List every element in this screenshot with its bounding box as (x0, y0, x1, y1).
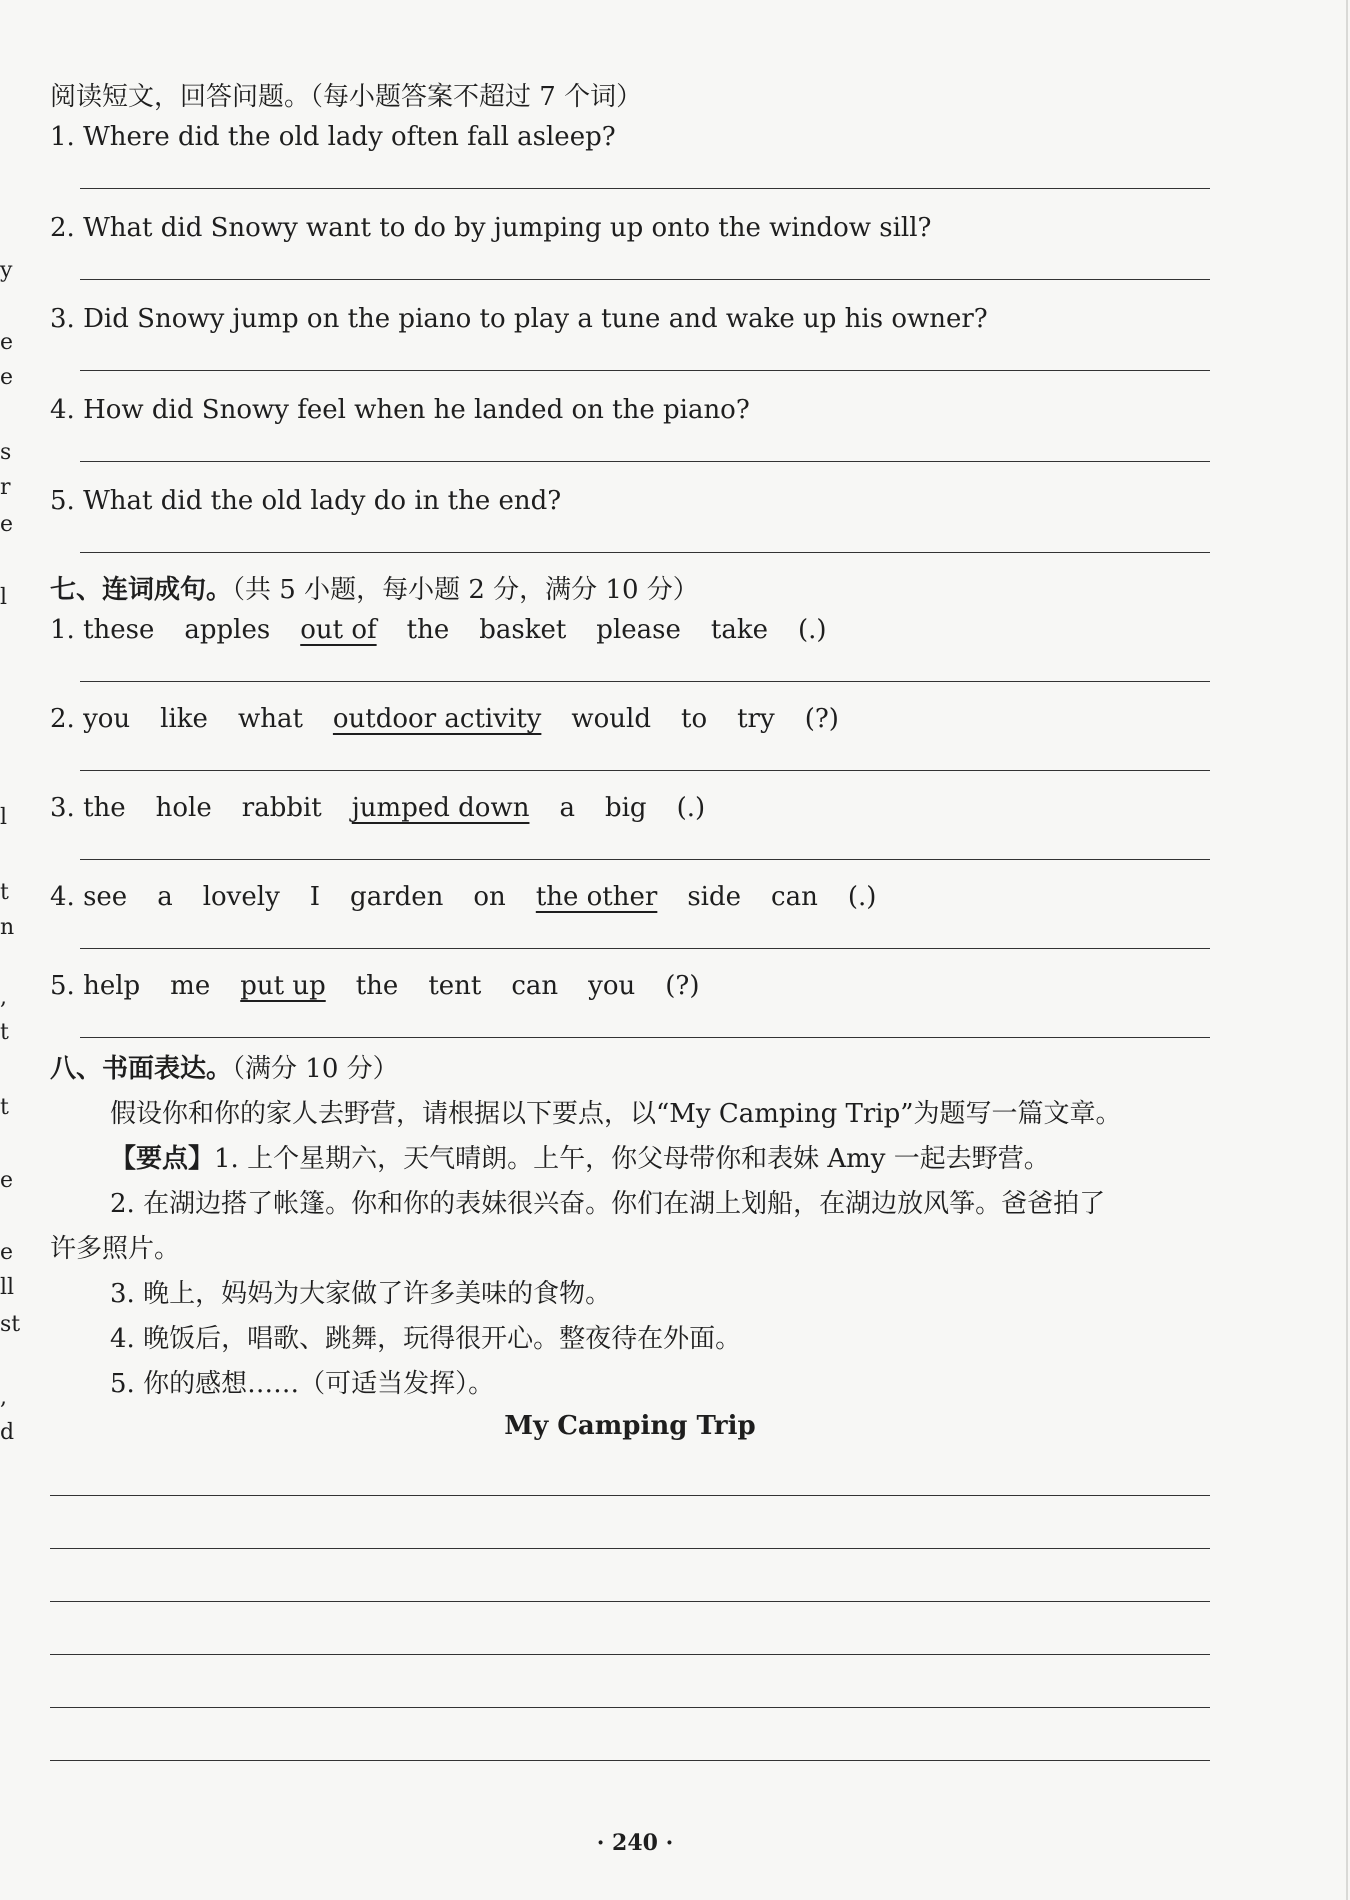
word: a (559, 793, 575, 823)
edge-letter: , (0, 985, 7, 1010)
writing-line[interactable] (50, 1602, 1210, 1655)
writing-point-2-cont: 许多照片。 (50, 1234, 181, 1264)
worksheet-content (50, 80, 1210, 1761)
reading-question: 1. Where did the old lady often fall asleep? (50, 122, 616, 152)
word-phrase: put up (240, 971, 326, 1001)
word: hole (155, 793, 212, 823)
writing-point-4: 4. 晚饭后，唱歌、跳舞，玩得很开心。整夜待在外面。 (110, 1324, 742, 1354)
word: the (355, 971, 399, 1001)
word: tent (428, 971, 482, 1001)
punctuation-hint: (.) (797, 615, 827, 645)
edge-letter: l (0, 585, 8, 610)
reading-question: 2. What did Snowy want to do by jumping up onto the window sill? (50, 213, 932, 243)
edge-letter: st (0, 1312, 21, 1337)
word-phrase: out of (300, 615, 377, 645)
section-8-heading (50, 1052, 1210, 1092)
section-7-heading (50, 573, 1210, 613)
edge-letter: d (0, 1420, 15, 1445)
answer-line[interactable] (80, 154, 1210, 189)
edge-letter: e (0, 330, 14, 355)
edge-letter: e (0, 512, 14, 537)
writing-line[interactable] (50, 1708, 1210, 1761)
word-phrase: the other (535, 882, 658, 912)
essay-title: My Camping Trip (504, 1411, 756, 1441)
reading-question: 4. How did Snowy feel when he landed on the piano? (50, 395, 750, 425)
writing-line[interactable] (50, 1443, 1210, 1496)
answer-line[interactable] (80, 336, 1210, 371)
word: take (710, 615, 768, 645)
page-number: · 240 · (596, 1830, 674, 1856)
edge-letter: e (0, 1240, 14, 1265)
writing-point-3: 3. 晚上，妈妈为大家做了许多美味的食物。 (110, 1279, 612, 1309)
word: garden (350, 882, 444, 912)
edge-letter: e (0, 1168, 14, 1193)
word: apples (184, 615, 271, 645)
word: 4. see (50, 882, 128, 912)
word: 3. the (50, 793, 126, 823)
word: to (681, 704, 708, 734)
section-8-note: （满分 10 分） (232, 1054, 399, 1084)
word: big (604, 793, 647, 823)
word-phrase: outdoor activity (332, 704, 542, 734)
word: 5. help (50, 971, 141, 1001)
word: what (237, 704, 303, 734)
edge-letter: l (0, 805, 8, 830)
edge-letter: y (0, 258, 13, 283)
page-edge-shadow (1346, 0, 1348, 1900)
punctuation-hint: (?) (665, 971, 700, 1001)
word: a (157, 882, 173, 912)
word: try (737, 704, 775, 734)
word-phrase: jumped down (351, 793, 530, 823)
edge-letter: t (0, 1095, 9, 1120)
word: basket (479, 615, 567, 645)
adjacent-page-edge (0, 0, 20, 1900)
word: me (170, 971, 211, 1001)
writing-point-1 (50, 1137, 1210, 1182)
writing-point-5: 5. 你的感想……（可适当发挥）。 (110, 1369, 495, 1399)
edge-letter: e (0, 365, 14, 390)
word: rabbit (241, 793, 322, 823)
points-label: 【要点】 (110, 1144, 215, 1174)
punctuation-hint: (?) (804, 704, 839, 734)
writing-point-2: 2. 在湖边搭了帐篷。你和你的表妹很兴奋。你们在湖上划船，在湖边放风筝。爸爸拍了 (110, 1189, 1106, 1219)
word: 2. you (50, 704, 131, 734)
writing-line[interactable] (50, 1549, 1210, 1602)
word: you (588, 971, 636, 1001)
writing-prompt: 假设你和你的家人去野营，请根据以下要点，以“My Camping Trip”为题写一篇文章。 (110, 1099, 1122, 1129)
reading-question: 3. Did Snowy jump on the piano to play a tune and wake up his owner? (50, 304, 988, 334)
writing-line[interactable] (50, 1496, 1210, 1549)
word: on (473, 882, 506, 912)
word: the (406, 615, 450, 645)
word: can (511, 971, 559, 1001)
edge-letter: r (0, 475, 11, 500)
word: lovely (202, 882, 280, 912)
word: like (160, 704, 208, 734)
punctuation-hint: (.) (847, 882, 877, 912)
word: can (771, 882, 818, 912)
section-7-note: （共 5 小题，每小题 2 分，满分 10 分） (232, 575, 699, 605)
edge-letter: t (0, 1020, 9, 1045)
answer-line[interactable] (80, 245, 1210, 280)
edge-letter: , (0, 1385, 7, 1410)
reading-instruction: 阅读短文，回答问题。（每小题答案不超过 7 个词） (50, 82, 643, 112)
writing-line[interactable] (50, 1655, 1210, 1708)
word: I (309, 882, 321, 912)
edge-letter: n (0, 915, 15, 940)
answer-line[interactable] (80, 518, 1210, 553)
answer-line[interactable] (80, 427, 1210, 462)
edge-letter: t (0, 880, 9, 905)
reading-question: 5. What did the old lady do in the end? (50, 486, 562, 516)
word: would (571, 704, 651, 734)
word: side (687, 882, 742, 912)
punctuation-hint: (.) (676, 793, 706, 823)
section-8-title: 八、书面表达。 (50, 1054, 233, 1084)
point-text: 1. 上个星期六，天气晴朗。上午，你父母带你和表妹 Amy 一起去野营。 (214, 1144, 1050, 1174)
word: 1. these (50, 615, 155, 645)
edge-letter: s (0, 440, 12, 465)
edge-letter: ll (0, 1275, 15, 1300)
word: please (596, 615, 681, 645)
section-7-title: 七、连词成句。 (50, 575, 233, 605)
